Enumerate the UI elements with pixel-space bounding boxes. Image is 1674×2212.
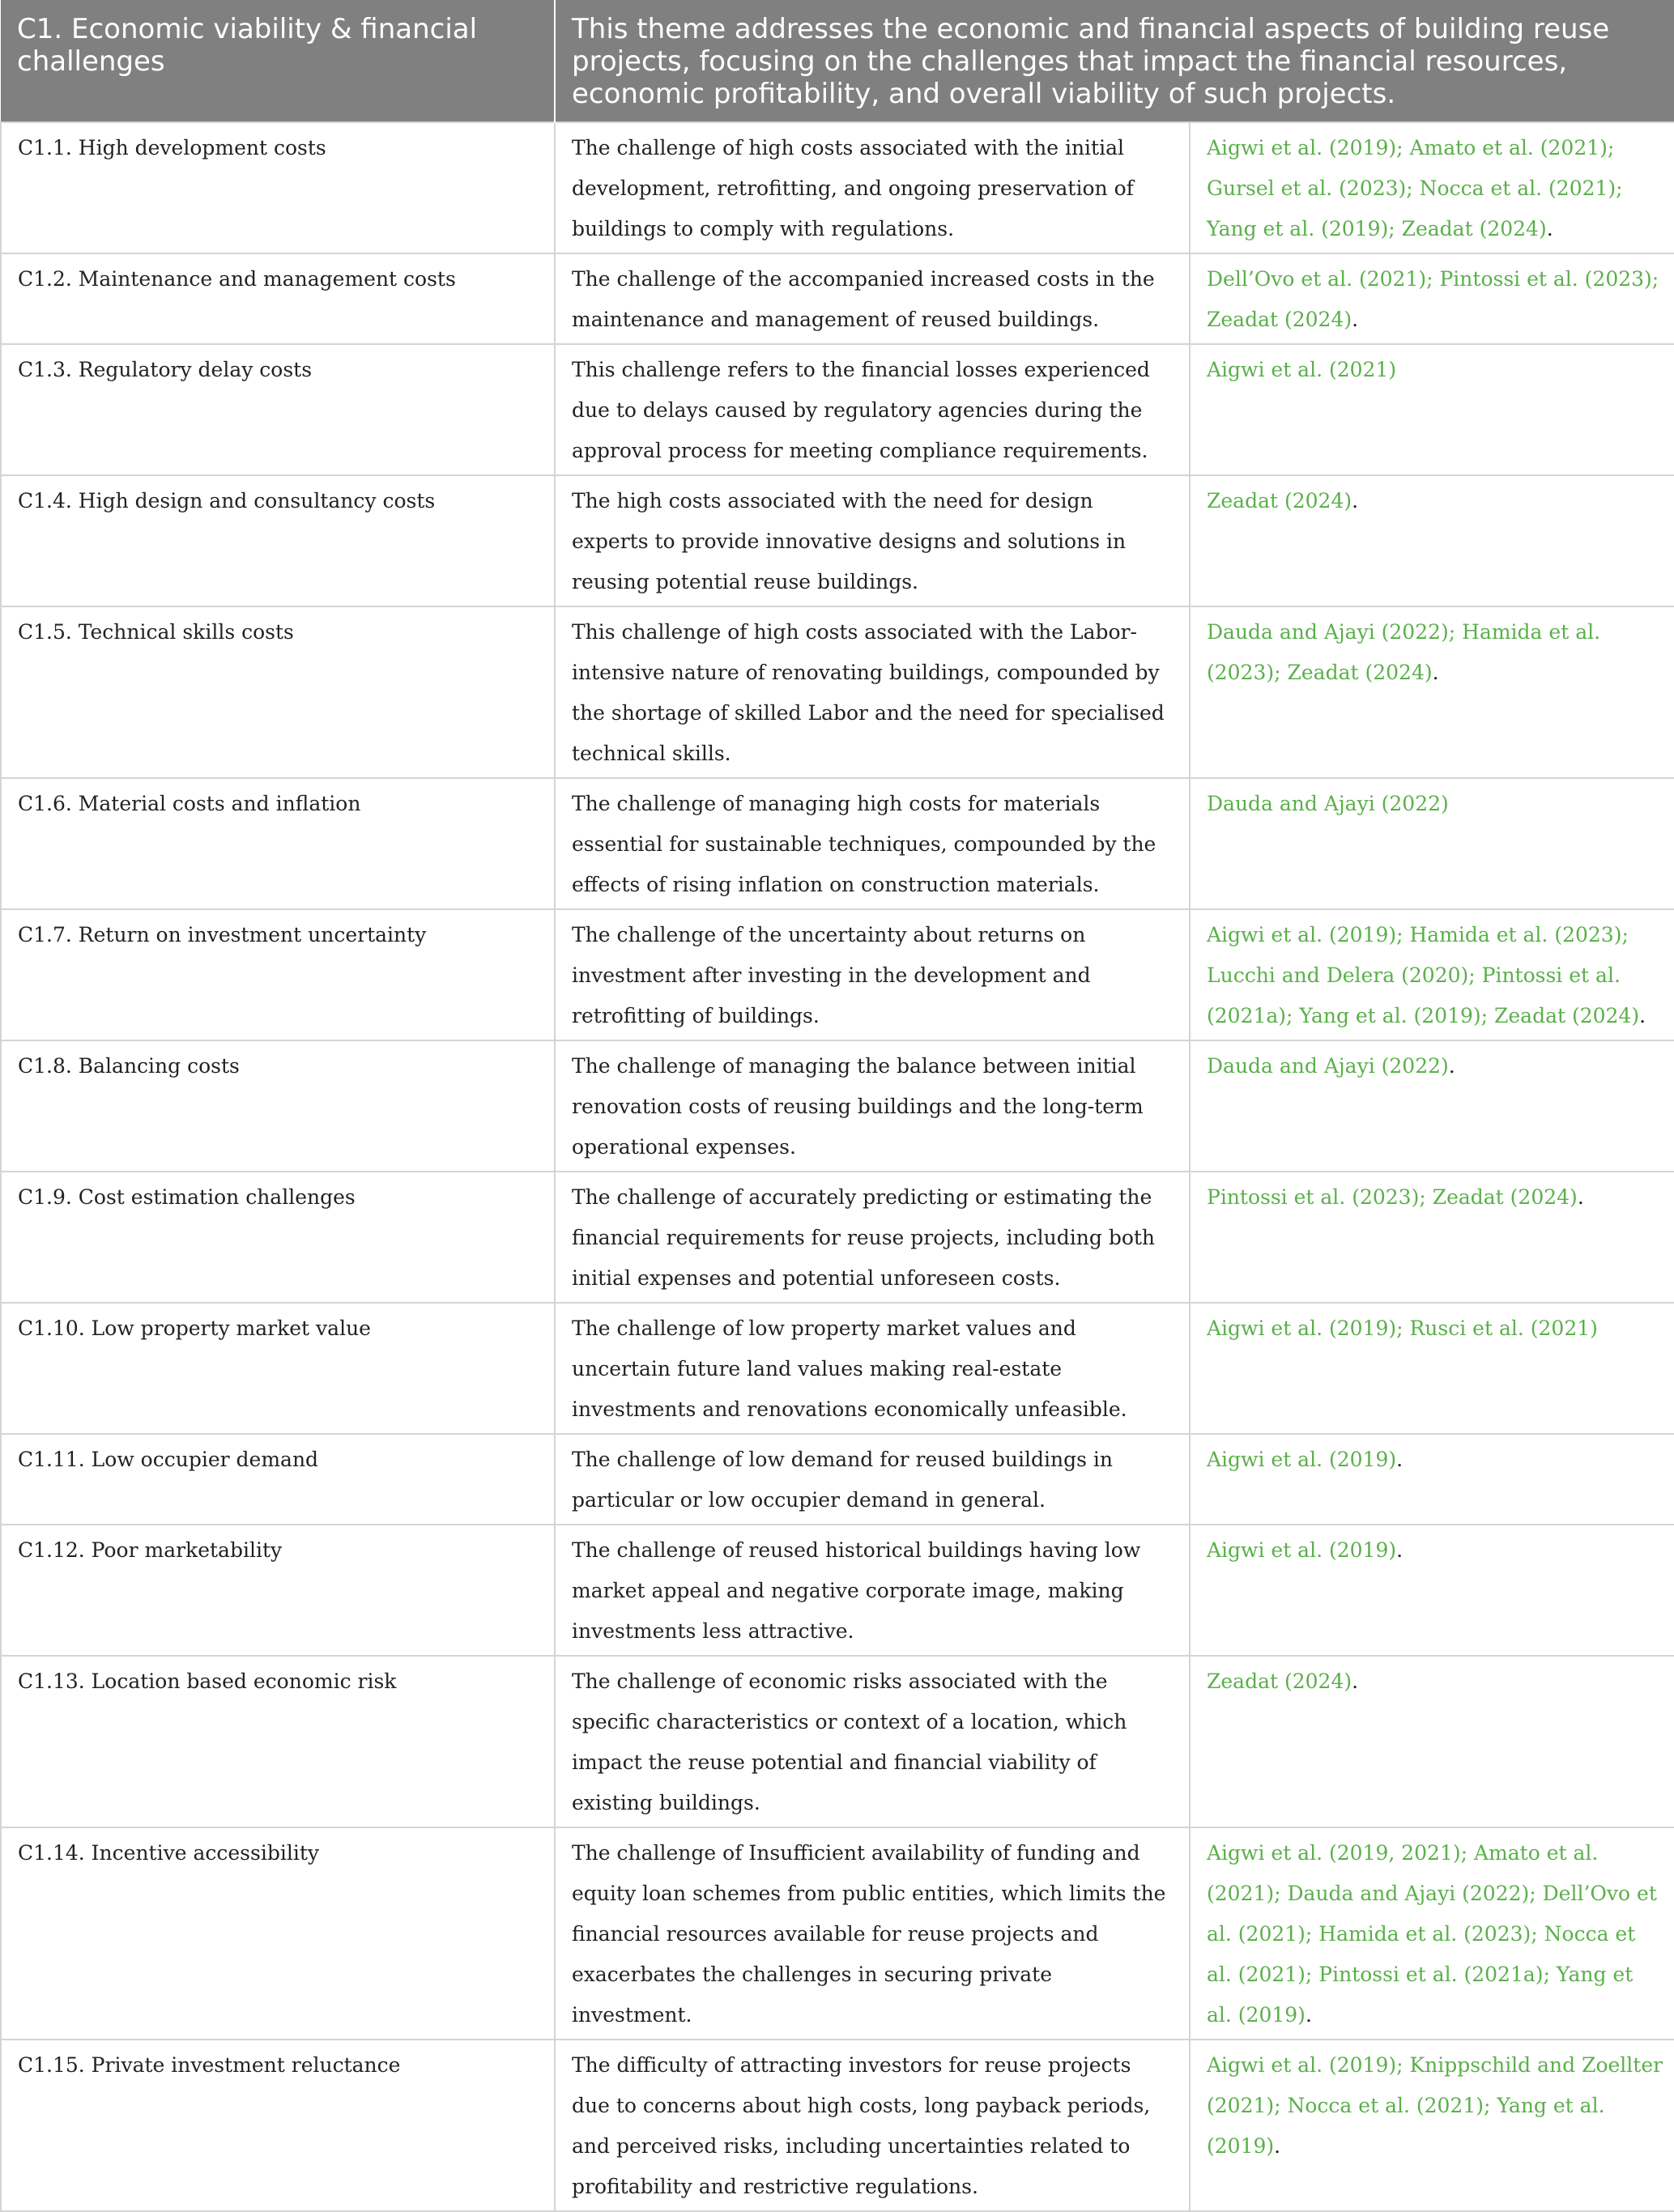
references-end: .: [1396, 1448, 1404, 1471]
table-row: [1, 122, 1674, 253]
challenge-name: C1.11. Low occupier demand: [1, 1434, 555, 1525]
references-end: .: [1396, 1538, 1404, 1562]
challenge-description: The challenge of low property market values and uncertain future land values making real-estate investments and renovations economically unfeasible.: [555, 1303, 1190, 1434]
challenge-description: The challenge of Insufficient availability of funding and equity loan schemes from public entities, which limits the financial resources available for reuse projects and exacerbates the challenges in securing private investment.: [555, 1827, 1190, 2040]
references-end: .: [1577, 1185, 1584, 1209]
table-row: [1, 1525, 1674, 1656]
challenge-description: The challenge of managing the balance between initial renovation costs of reusing buildings and the long-term operational expenses.: [555, 1040, 1190, 1172]
challenge-name: C1.8. Balancing costs: [1, 1040, 555, 1172]
references-links[interactable]: Dauda and Ajayi (2022); Hamida et al. (2023); Zeadat (2024): [1207, 620, 1601, 684]
challenge-description: The difficulty of attracting investors for reuse projects due to concerns about high costs, long payback periods, and perceived risks, including uncertainties related to profitability and restrictive regulations.: [555, 2040, 1190, 2211]
references-links[interactable]: Dauda and Ajayi (2022): [1207, 1054, 1449, 1078]
table-row: [1, 1172, 1674, 1303]
references-cell: [1190, 909, 1674, 1040]
challenge-name: C1.10. Low property market value: [1, 1303, 555, 1434]
references-links[interactable]: Aigwi et al. (2019, 2021); Amato et al. (2021); Dauda and Ajayi (2022); Dell’Ovo et al. (2021); Hamida et al. (2023); Nocca et al. (2021); Pintossi et al. (2021a); Yang et al. (2019): [1207, 1841, 1657, 2027]
challenge-name: C1.4. High design and consultancy costs: [1, 475, 555, 606]
challenge-name: C1.15. Private investment reluctance: [1, 2040, 555, 2211]
references-end: .: [1639, 1004, 1646, 1027]
references-end: .: [1448, 1054, 1455, 1078]
references-end: .: [1546, 217, 1553, 240]
references-end: .: [1352, 489, 1359, 513]
references-cell: [1190, 344, 1674, 475]
challenge-name: C1.7. Return on investment uncertainty: [1, 909, 555, 1040]
references-cell: [1190, 1172, 1674, 1303]
references-cell: [1190, 1827, 1674, 2040]
references-cell: [1190, 778, 1674, 909]
references-links[interactable]: Aigwi et al. (2021): [1207, 358, 1397, 381]
references-cell: [1190, 253, 1674, 344]
challenge-name: C1.13. Location based economic risk: [1, 1656, 555, 1827]
table-header-row: [1, 0, 1674, 122]
references-links[interactable]: Aigwi et al. (2019); Knippschild and Zoellter (2021); Nocca et al. (2021); Yang et al. (2019): [1207, 2053, 1663, 2158]
table-row: [1, 1656, 1674, 1827]
references-links[interactable]: Zeadat (2024): [1207, 1670, 1352, 1693]
theme-description: This theme addresses the economic and financial aspects of building reuse projects, focusing on the challenges that impact the financial resources, economic profitability, and overall viability of such projects.: [555, 0, 1674, 122]
challenge-description: The challenge of the uncertainty about returns on investment after investing in the development and retrofitting of buildings.: [555, 909, 1190, 1040]
references-cell: [1190, 1434, 1674, 1525]
challenge-name: C1.5. Technical skills costs: [1, 606, 555, 778]
challenge-description: The high costs associated with the need for design experts to provide innovative designs and solutions in reusing potential reuse buildings.: [555, 475, 1190, 606]
references-links[interactable]: Aigwi et al. (2019); Rusci et al. (2021): [1207, 1317, 1598, 1340]
challenge-description: The challenge of accurately predicting or estimating the financial requirements for reuse projects, including both initial expenses and potential unforeseen costs.: [555, 1172, 1190, 1303]
challenge-description: The challenge of low demand for reused buildings in particular or low occupier demand in general.: [555, 1434, 1190, 1525]
references-links[interactable]: Aigwi et al. (2019); Hamida et al. (2023); Lucchi and Delera (2020); Pintossi et al. (2021a); Yang et al. (2019); Zeadat (2024): [1207, 923, 1640, 1027]
references-cell: [1190, 606, 1674, 778]
challenge-name: C1.9. Cost estimation challenges: [1, 1172, 555, 1303]
references-links[interactable]: Aigwi et al. (2019): [1207, 1448, 1397, 1471]
challenge-name: C1.1. High development costs: [1, 122, 555, 253]
references-end: .: [1352, 1670, 1359, 1693]
table-body: [1, 122, 1674, 2211]
references-links[interactable]: Zeadat (2024): [1207, 489, 1352, 513]
challenge-name: C1.3. Regulatory delay costs: [1, 344, 555, 475]
references-end: .: [1305, 2003, 1312, 2027]
challenge-name: C1.2. Maintenance and management costs: [1, 253, 555, 344]
challenge-description: The challenge of high costs associated with the initial development, retrofitting, and ongoing preservation of buildings to comply with regulations.: [555, 122, 1190, 253]
references-links[interactable]: Aigwi et al. (2019); Amato et al. (2021); Gursel et al. (2023); Nocca et al. (2021); Yang et al. (2019); Zeadat (2024): [1207, 136, 1623, 240]
table-row: [1, 344, 1674, 475]
challenge-name: C1.14. Incentive accessibility: [1, 1827, 555, 2040]
challenge-description: This challenge refers to the financial losses experienced due to delays caused by regulatory agencies during the approval process for meeting compliance requirements.: [555, 344, 1190, 475]
table-row: [1, 1434, 1674, 1525]
table-row: [1, 1827, 1674, 2040]
references-cell: [1190, 2040, 1674, 2211]
references-cell: [1190, 1040, 1674, 1172]
references-links[interactable]: Aigwi et al. (2019): [1207, 1538, 1397, 1562]
challenge-description: This challenge of high costs associated with the Labor-intensive nature of renovating buildings, compounded by the shortage of skilled Labor and the need for specialised technical skills.: [555, 606, 1190, 778]
table-row: [1, 606, 1674, 778]
theme-title: C1. Economic viability & financial challenges: [1, 0, 555, 122]
references-links[interactable]: Pintossi et al. (2023); Zeadat (2024): [1207, 1185, 1578, 1209]
references-end: .: [1432, 661, 1439, 684]
table-row: [1, 2040, 1674, 2211]
references-end: .: [1352, 308, 1359, 331]
challenge-description: The challenge of reused historical buildings having low market appeal and negative corporate image, making investments less attractive.: [555, 1525, 1190, 1656]
references-links[interactable]: Dell’Ovo et al. (2021); Pintossi et al. (2023); Zeadat (2024): [1207, 267, 1659, 331]
references-cell: [1190, 1525, 1674, 1656]
challenge-name: C1.12. Poor marketability: [1, 1525, 555, 1656]
references-cell: [1190, 475, 1674, 606]
challenge-description: The challenge of managing high costs for materials essential for sustainable techniques, compounded by the effects of rising inflation on construction materials.: [555, 778, 1190, 909]
table-row: [1, 1303, 1674, 1434]
table-row: [1, 475, 1674, 606]
references-cell: [1190, 1656, 1674, 1827]
table-row: [1, 1040, 1674, 1172]
challenge-name: C1.6. Material costs and inflation: [1, 778, 555, 909]
table-row: [1, 778, 1674, 909]
references-cell: [1190, 1303, 1674, 1434]
table-row: [1, 253, 1674, 344]
challenge-description: The challenge of economic risks associated with the specific characteristics or context of a location, which impact the reuse potential and financial viability of existing buildings.: [555, 1656, 1190, 1827]
references-cell: [1190, 122, 1674, 253]
table-row: [1, 909, 1674, 1040]
references-end: .: [1274, 2134, 1281, 2158]
references-links[interactable]: Dauda and Ajayi (2022): [1207, 792, 1449, 815]
challenge-description: The challenge of the accompanied increased costs in the maintenance and management of reused buildings.: [555, 253, 1190, 344]
